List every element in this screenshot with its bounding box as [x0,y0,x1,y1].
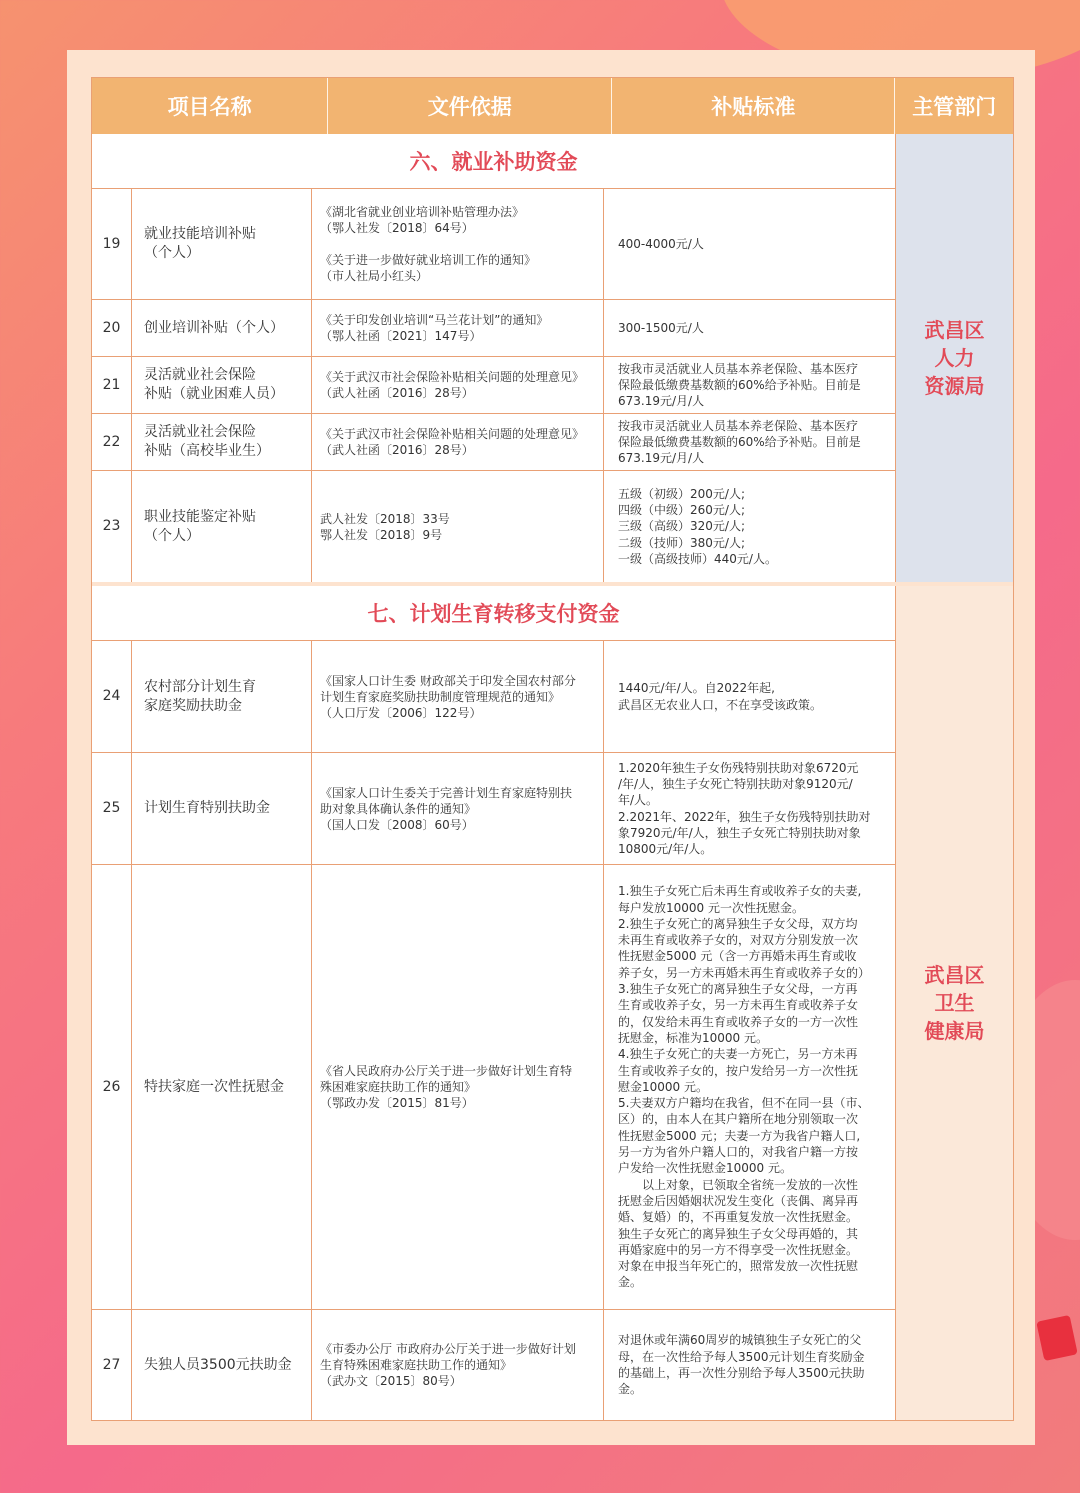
section-rows [92,134,895,582]
text-line: 673.19元/月/人 [618,451,705,466]
text-line: /年/人，独生子女死亡特别扶助对象9120元/ [618,776,853,791]
text-line: （个人） [144,527,200,544]
subsidy-standard [604,865,895,1309]
text-line: 二级（技师）380元/人; [618,535,745,550]
document-basis [312,865,604,1309]
subsidy-standard [604,641,895,752]
subsidy-standard [604,471,895,582]
cell-text [320,511,450,543]
document-basis [312,357,604,413]
text-line: 抚慰金，标准为10000 元。 [618,1030,768,1045]
text-line: 生育特殊困难家庭扶助工作的通知》 [320,1358,513,1372]
text-line: 年/人。 [618,793,659,808]
cell-text [618,418,861,467]
table-section [92,134,1013,582]
table-row [92,865,895,1310]
text-line: 殊困难家庭扶助工作的通知》 [320,1080,477,1094]
cell-text [320,1341,576,1389]
cell-text [618,680,822,713]
document-basis [312,1310,604,1420]
text-line: 对象在申报当年死亡的，照常发放一次性抚慰 [618,1259,859,1274]
project-name [132,1310,312,1420]
row-number: 24 [92,641,132,752]
text-line: （个人） [144,245,200,261]
cell-text [144,366,284,404]
table-row [92,1310,895,1420]
text-line: 健康局 [924,1019,985,1043]
text-line: 1440元/年/人。自2022年起, [618,681,775,696]
project-name [132,300,312,356]
table-row [92,357,895,414]
table-section [92,586,1013,1420]
text-line: 《关于进一步做好就业培训工作的通知》 [320,253,537,267]
subsidy-standard [604,300,895,356]
text-line: （武人社函〔2016〕28号） [320,443,474,457]
text-line: 另一方为省外户籍人口的，对我省户籍一方按 [618,1145,859,1160]
row-number: 27 [92,1310,132,1420]
header-department: 主管部门 [912,95,997,119]
text-line: （武人社函〔2016〕28号） [320,386,474,400]
cell-text [320,1063,572,1111]
text-line: 5.夫妻双方户籍均在我省，但不在同一县（市、 [618,1096,870,1111]
header-document-basis: 文件依据 [328,78,612,134]
cell-text [144,423,270,461]
text-line: （市人社局小红头） [320,269,429,283]
cell-text [618,320,704,336]
cell-text [320,673,576,721]
project-name [132,357,312,413]
text-line: 鄂人社发〔2018〕9号 [320,527,443,542]
text-line: 再婚家庭中的另一方不得享受一次性抚慰金。 [618,1242,859,1257]
department-cell [895,586,1013,1420]
text-line: 性抚慰金5000 元（含一方再婚未再生育或收 [618,949,857,964]
document-basis [312,414,604,470]
text-line: 以上对象，已领取全省统一发放的一次性 [618,1177,859,1192]
text-line: 补贴（高校毕业生） [144,443,270,459]
text-line: 《国家人口计生委关于完善计划生育家庭特别扶 [320,785,573,800]
text-line: 区）的，由本人在其户籍所在地分别领取一次 [618,1112,859,1127]
text-line [320,236,536,252]
text-line: 《省人民政府办公厅关于进一步做好计划生育特 [320,1064,573,1078]
table-row [92,189,895,300]
text-line: 一级（高级技师）440元/人。 [618,551,777,566]
cell-text [618,236,704,252]
table-row [92,471,895,582]
text-line: 2.独生子女死亡的离异独生子女父母，双方均 [618,916,858,931]
project-name [132,753,312,864]
cell-text [618,1332,865,1397]
subsidy-standard [604,357,895,413]
text-line: 象7920元/年/人，独生子女死亡特别扶助对象 [618,825,861,840]
project-name [132,414,312,470]
text-line: 保险最低缴费基数额的60%给予补贴。目前是 [618,377,861,392]
document-basis [312,189,604,299]
subsidy-standard [604,189,895,299]
project-name [132,189,312,299]
table-row [92,641,895,753]
table-header [92,78,1013,134]
cell-text [320,426,584,458]
text-line: 《国家人口计生委 财政部关于印发全国农村部分 [320,673,576,688]
table-row [92,414,895,471]
text-line: 婚、复婚）的，不再重复发放一次性抚慰金。 [618,1210,859,1225]
section-title: 六、就业补助资金 [92,134,895,189]
text-line: 4.独生子女死亡的夫妻一方死亡，另一方未再 [618,1047,858,1062]
text-line: 1.2020年独生子女伤残特别扶助对象6720元 [618,760,859,775]
cell-text [144,1356,292,1375]
text-line: 武昌区 [924,963,985,987]
header-subsidy-standard: 补贴标准 [612,78,895,134]
document-basis [312,471,604,582]
row-number: 21 [92,357,132,413]
text-line: 《市委办公厅 市政府办公厅关于进一步做好计划 [320,1342,576,1356]
subsidy-standard [604,1310,895,1420]
row-number: 20 [92,300,132,356]
cell-text [320,785,572,833]
text-line: 助对象具体确认条件的通知》 [320,801,477,816]
text-line: 灵活就业社会保险 [144,367,256,383]
text-line: 武人社发〔2018〕33号 [320,511,450,526]
cell-text [618,486,777,567]
row-number: 26 [92,865,132,1309]
text-line: 对退休或年满60周岁的城镇独生子女死亡的父 [618,1333,862,1348]
row-number: 22 [92,414,132,470]
red-envelope-icon [1036,1315,1078,1361]
text-line: 独生子女死亡的离异独生子女父母再婚的，其 [618,1226,859,1241]
cell-text [320,204,536,284]
text-line: 10800元/年/人。 [618,842,713,857]
text-line: 人力 [934,346,975,370]
text-line: 户发给一次性抚慰金10000 元。 [618,1161,792,1176]
text-line: 金。 [618,1382,643,1397]
section-title: 七、计划生育转移支付资金 [92,586,895,641]
text-line: 灵活就业社会保险 [144,424,256,440]
text-line: 职业技能鉴定补贴 [144,508,256,525]
text-line: 《湖北省就业创业培训补贴管理办法》 [320,205,525,219]
text-line: 《关于印发创业培训“马兰花计划”的通知》 [320,313,549,327]
document-basis [312,641,604,752]
text-line: （鄂人社发〔2018〕64号） [320,221,474,235]
text-line: 农村部分计划生育 [144,678,256,695]
cell-text [320,369,584,401]
text-line: 金。 [618,1275,643,1290]
cell-text [925,961,985,1045]
text-line: 的基础上，再一次性分别给予每人3500元扶助 [618,1366,865,1380]
text-line: 慰金10000 元。 [618,1079,708,1094]
text-line: 家庭奖励扶助金 [144,697,242,714]
cell-text [618,883,870,1290]
text-line: 特扶家庭一次性抚慰金 [144,1078,284,1095]
text-line: 养子女，另一方未再婚未再生育或收养子女的） [618,965,871,980]
text-line: 400-4000元/人 [618,236,704,251]
text-line: （鄂政办发〔2015〕81号） [320,1096,474,1110]
text-line: 300-1500元/人 [618,320,704,335]
table-row [92,300,895,357]
row-number: 19 [92,189,132,299]
section-rows [92,586,895,1420]
text-line: 计划生育特别扶助金 [144,800,270,816]
document-basis [312,753,604,864]
text-line: 按我市灵活就业人员基本养老保险、基本医疗 [618,361,859,376]
cell-text [144,508,256,546]
text-line: 计划生育家庭奖励扶助制度管理规范的通知》 [320,689,561,704]
text-line: 性抚慰金5000 元；夫妻一方为我省户籍人口, [618,1128,861,1143]
text-line: （国人口发〔2008〕60号） [320,817,474,832]
project-name [132,641,312,752]
header-project-name: 项目名称 [92,78,328,134]
text-line: 673.19元/月/人 [618,394,705,409]
document-basis [312,300,604,356]
row-number: 25 [92,753,132,864]
cell-text [618,760,871,858]
text-line: 武昌区 [924,318,985,342]
subsidy-table [91,77,1014,1421]
table-row [92,753,895,865]
text-line: 按我市灵活就业人员基本养老保险、基本医疗 [618,418,859,433]
text-line: 资源局 [924,374,985,398]
cell-text [144,678,256,716]
project-name [132,471,312,582]
text-line: 补贴（就业困难人员） [144,386,284,402]
text-line: 三级（高级）320元/人; [618,519,745,534]
text-line: （鄂人社函〔2021〕147号） [320,329,482,343]
text-line: 未再生育或收养子女的，对双方分别发放一次 [618,933,859,948]
text-line: 保险最低缴费基数额的60%给予补贴。目前是 [618,434,861,449]
department-cell [895,134,1013,582]
text-line: 生育或收养子女，另一方未再生育或收养子女 [618,998,859,1013]
cell-text [618,361,861,410]
cell-text [144,1078,284,1097]
project-name [132,865,312,1309]
text-line: 2.2021年、2022年，独生子女伤残特别扶助对 [618,809,871,824]
text-line: （人口厅发〔2006〕122号） [320,705,482,720]
text-line: 武昌区无农业人口，不在享受该政策。 [618,697,823,712]
text-line: 的，仅发给未再生育或收养子女的一方一次性 [618,1014,859,1029]
text-line: 卫生 [934,991,975,1015]
cell-text [144,799,270,818]
text-line: 失独人员3500元扶助金 [144,1356,292,1373]
cell-text [320,312,548,344]
text-line: 生育或收养子女的，按户发给另一方一次性抚 [618,1063,859,1078]
cell-text [925,316,985,400]
subsidy-standard [604,753,895,864]
text-line: 五级（初级）200元/人; [618,486,745,501]
text-line: 1.独生子女死亡后未再生育或收养子女的夫妻, [618,884,862,899]
text-line: 每户发放10000 元一次性抚慰金。 [618,900,804,915]
text-line: 创业培训补贴（个人） [144,319,284,336]
text-line: 母，在一次性给予每人3500元计划生育奖励金 [618,1349,865,1364]
text-line: 就业技能培训补贴 [144,226,256,242]
text-line: 《关于武汉市社会保险补贴相关问题的处理意见》 [320,427,585,441]
text-line: （武办文〔2015〕80号） [320,1374,462,1388]
cell-text [144,225,256,263]
text-line: 《关于武汉市社会保险补贴相关问题的处理意见》 [320,370,585,384]
text-line: 3.独生子女死亡的离异独生子女父母，一方再 [618,982,858,997]
row-number: 23 [92,471,132,582]
cell-text [144,319,284,338]
text-line: 四级（中级）260元/人; [618,503,745,518]
text-line: 抚慰金后因婚姻状况发生变化（丧偶、离异再 [618,1193,859,1208]
subsidy-standard [604,414,895,470]
